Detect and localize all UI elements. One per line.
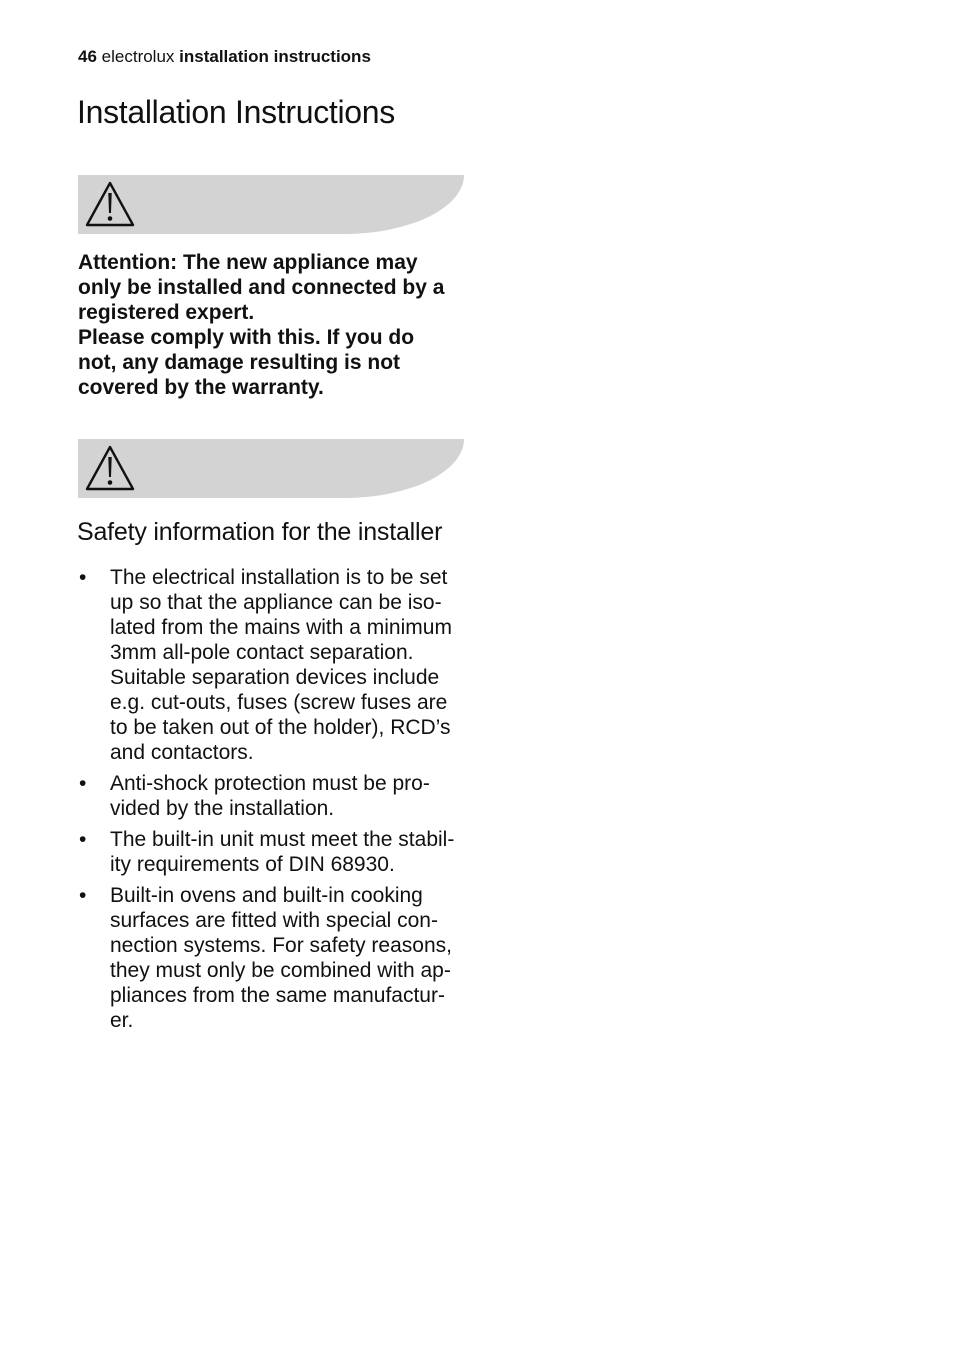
list-item-line: up so that the appliance can be iso- <box>110 591 442 614</box>
list-item <box>78 771 478 821</box>
header-section: installation instructions <box>179 47 371 66</box>
list-item-line: 3mm all-pole contact separation. <box>110 641 414 664</box>
attention-line: Please comply with this. If you do <box>78 326 415 349</box>
page-title: Installation Instructions <box>77 94 396 130</box>
list-item-line: pliances from the same manufactur- <box>110 984 445 1007</box>
list-item-line: they must only be combined with ap- <box>110 959 451 982</box>
brand-name: electrolux <box>101 47 175 66</box>
bullet: • <box>79 566 87 589</box>
warning-triangle-icon <box>84 180 136 228</box>
list-item-line: surfaces are fitted with special con- <box>110 909 438 932</box>
list-item <box>78 565 478 765</box>
list-item-line: vided by the installation. <box>110 797 335 820</box>
warning-band <box>78 439 464 498</box>
list-item-line: ity requirements of DIN 68930. <box>110 853 395 876</box>
list-item-line: to be taken out of the holder), RCD’s <box>110 716 451 739</box>
bullet: • <box>79 772 87 795</box>
list-item-line: nection systems. For safety reasons, <box>110 934 452 957</box>
attention-line: covered by the warranty. <box>78 376 324 399</box>
safety-list <box>78 565 478 1039</box>
list-item-line: The built-in unit must meet the stabil- <box>110 828 455 851</box>
attention-line: Attention: The new appliance may <box>78 251 418 274</box>
attention-notice <box>78 250 470 400</box>
list-item-line: Built-in ovens and built-in cooking <box>110 884 423 907</box>
attention-line: only be installed and connected by a <box>78 276 445 299</box>
list-item <box>78 827 478 877</box>
warning-triangle-icon <box>84 444 136 492</box>
list-item-line: lated from the mains with a minimum <box>110 616 452 639</box>
list-item <box>78 883 478 1033</box>
page-number: 46 <box>78 47 97 66</box>
warning-band <box>78 175 464 234</box>
bullet: • <box>79 828 87 851</box>
list-item-line: The electrical installation is to be set <box>110 566 448 589</box>
list-item-line: e.g. cut-outs, fuses (screw fuses are <box>110 691 448 714</box>
running-header <box>78 46 371 68</box>
list-item-line: and contactors. <box>110 741 254 764</box>
list-item-line: Suitable separation devices include <box>110 666 440 689</box>
list-item-line: Anti-shock protection must be pro- <box>110 772 430 795</box>
bullet: • <box>79 884 87 907</box>
attention-line: registered expert. <box>78 301 255 324</box>
list-item-line: er. <box>110 1009 134 1032</box>
section-heading: Safety information for the installer <box>77 518 443 546</box>
attention-line: not, any damage resulting is not <box>78 351 401 374</box>
